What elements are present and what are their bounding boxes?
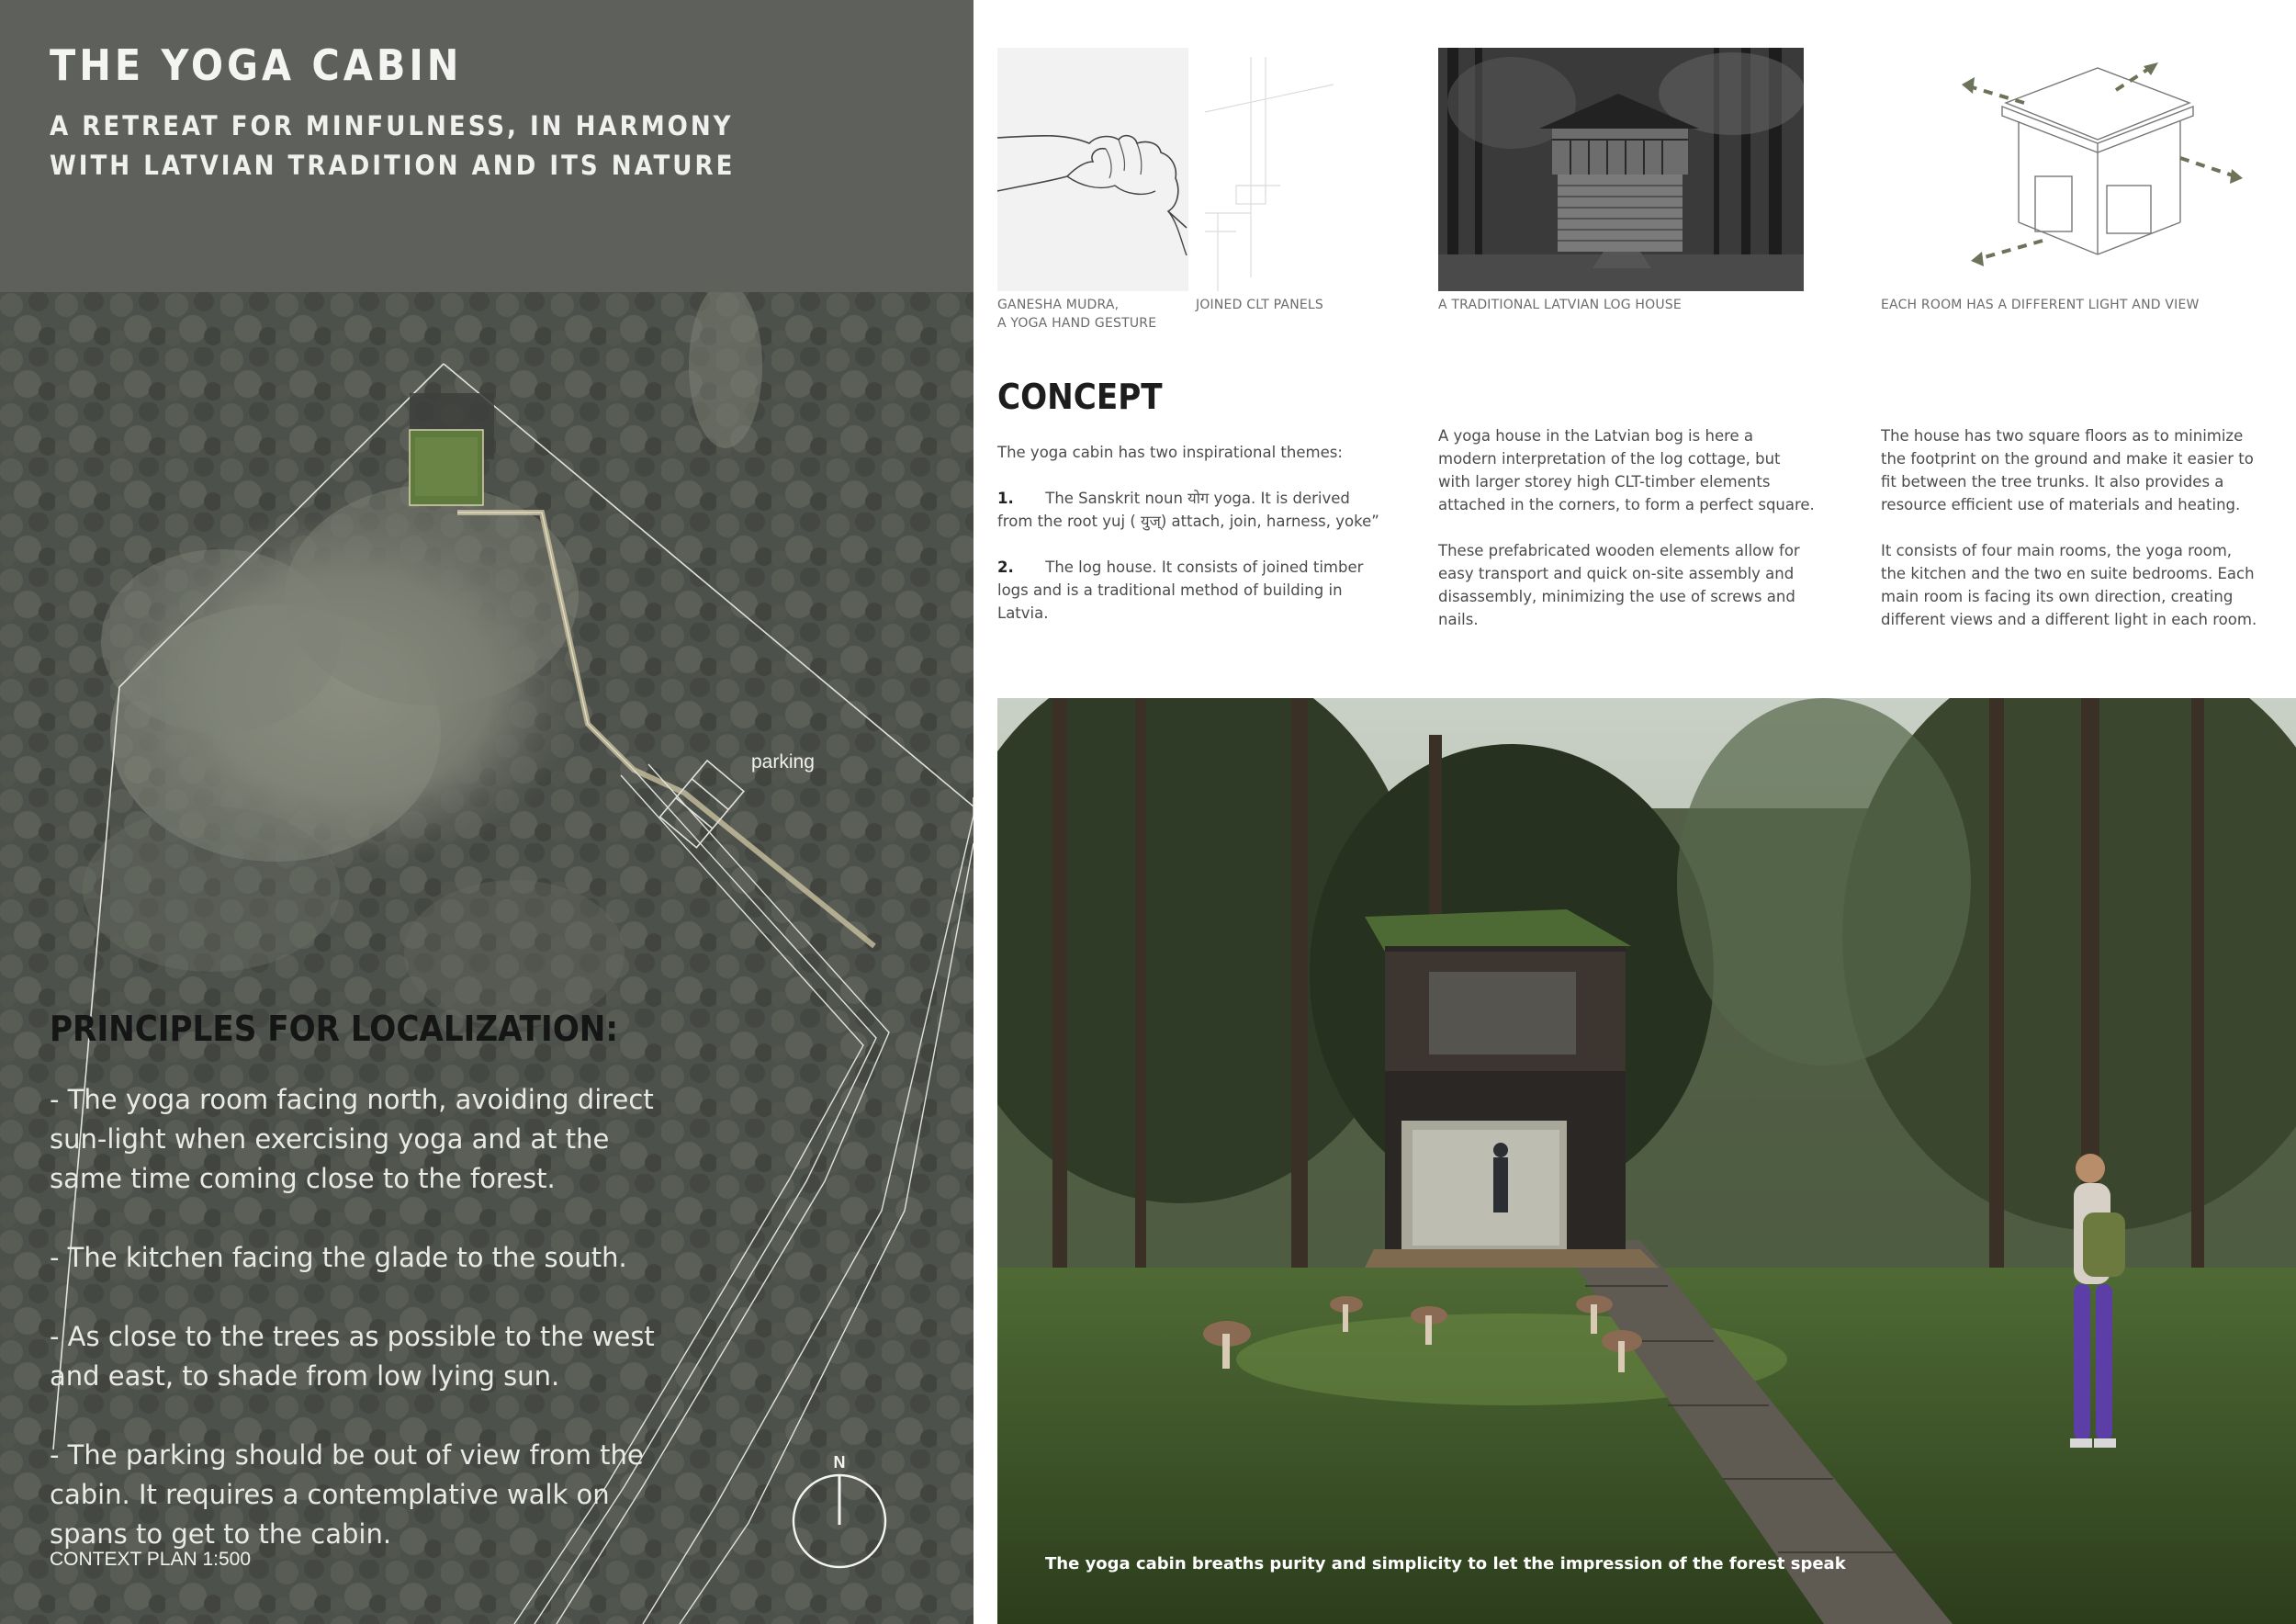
caption-ganesha-line-1: GANESHA MUDRA, [997, 298, 1120, 312]
subtitle-line-1: A RETREAT FOR MINFULNESS, IN HARMONY [50, 110, 734, 141]
concept-heading: CONCEPT [997, 377, 1163, 417]
concept-intro: The yoga cabin has two inspirational themes: [997, 444, 1343, 461]
concept-column-3-paragraph-1: The house has two square floors as to minimize the footprint on the ground and make it easier to fit between the tree trunks. It also provides a resource efficient use of materials and heating. [1881, 427, 2254, 513]
cabin-forest-render [997, 698, 2296, 1624]
page-title: THE YOGA CABIN [50, 40, 463, 90]
caption-ganesha-mudra [997, 296, 1156, 333]
clt-panels-sketch [1196, 48, 1334, 291]
render-caption: The yoga cabin breaths purity and simplicity to let the impression of the forest speak [1045, 1554, 1846, 1573]
concept-item-2-text: The log house. It consists of joined timber logs and is a traditional method of building in Latvia. [997, 558, 1364, 622]
concept-item-1-number: 1. [997, 490, 1014, 507]
concept-item-1 [997, 487, 1383, 533]
concept-column-2-paragraph-2: These prefabricated wooden elements allow for easy transport and quick on-site assembly and disassembly, minimizing the use of screws and nails. [1438, 542, 1800, 628]
parking-label: parking [751, 751, 815, 773]
principle-3: - As close to the trees as possible to the west and east, to shade from low lying sun. [50, 1321, 655, 1392]
concept-column-3-paragraph-2: It consists of four main rooms, the yoga room, the kitchen and the two en suite bedrooms. Each main room is facing its own direction, creating different views and a different light in each room. [1881, 542, 2257, 628]
concept-column-2-paragraph-1: A yoga house in the Latvian bog is here a modern interpretation of the log cottage, but with larger storey high CLT-timber elements attached in the corners, to form a perfect square. [1438, 427, 1815, 513]
title-band [0, 0, 974, 292]
context-plan-panel [0, 0, 974, 1624]
concept-column-3 [1881, 424, 2257, 654]
concept-item-2 [997, 556, 1383, 625]
concept-item-1-text: The Sanskrit noun योग yoga. It is derived from the root yuj ( युज्) attach, join, harness, yoke” [997, 490, 1379, 530]
room-views-diagram [1877, 48, 2263, 291]
north-arrow-label: N [833, 1453, 846, 1472]
caption-clt-panels: JOINED CLT PANELS [1196, 298, 1324, 312]
localization-principles [50, 1080, 674, 1594]
concept-item-2-number: 2. [997, 558, 1014, 576]
concept-panel [974, 0, 2296, 1624]
log-house-photo [1438, 48, 1804, 291]
context-plan-scale: CONTEXT PLAN 1:500 [50, 1549, 252, 1570]
subtitle-line-2: WITH LATVIAN TRADITION AND ITS NATURE [50, 150, 736, 181]
localization-heading: PRINCIPLES FOR LOCALIZATION: [50, 1009, 619, 1049]
caption-ganesha-line-2: A YOGA HAND GESTURE [997, 316, 1157, 331]
concept-column-1 [997, 441, 1383, 648]
caption-room-views: EACH ROOM HAS A DIFFERENT LIGHT AND VIEW [1881, 298, 2200, 312]
concept-column-2 [1438, 424, 1815, 654]
principle-4: - The parking should be out of view from the cabin. It requires a contemplative walk on spans to get to the cabin. [50, 1439, 644, 1550]
page-subtitle [50, 107, 735, 186]
ganesha-mudra-sketch [997, 48, 1188, 291]
north-arrow [788, 1451, 898, 1574]
principle-2: - The kitchen facing the glade to the south. [50, 1242, 627, 1273]
caption-log-house: A TRADITIONAL LATVIAN LOG HOUSE [1438, 298, 1682, 312]
principle-1: - The yoga room facing north, avoiding direct sun-light when exercising yoga and at the same time coming close to the forest. [50, 1084, 654, 1194]
